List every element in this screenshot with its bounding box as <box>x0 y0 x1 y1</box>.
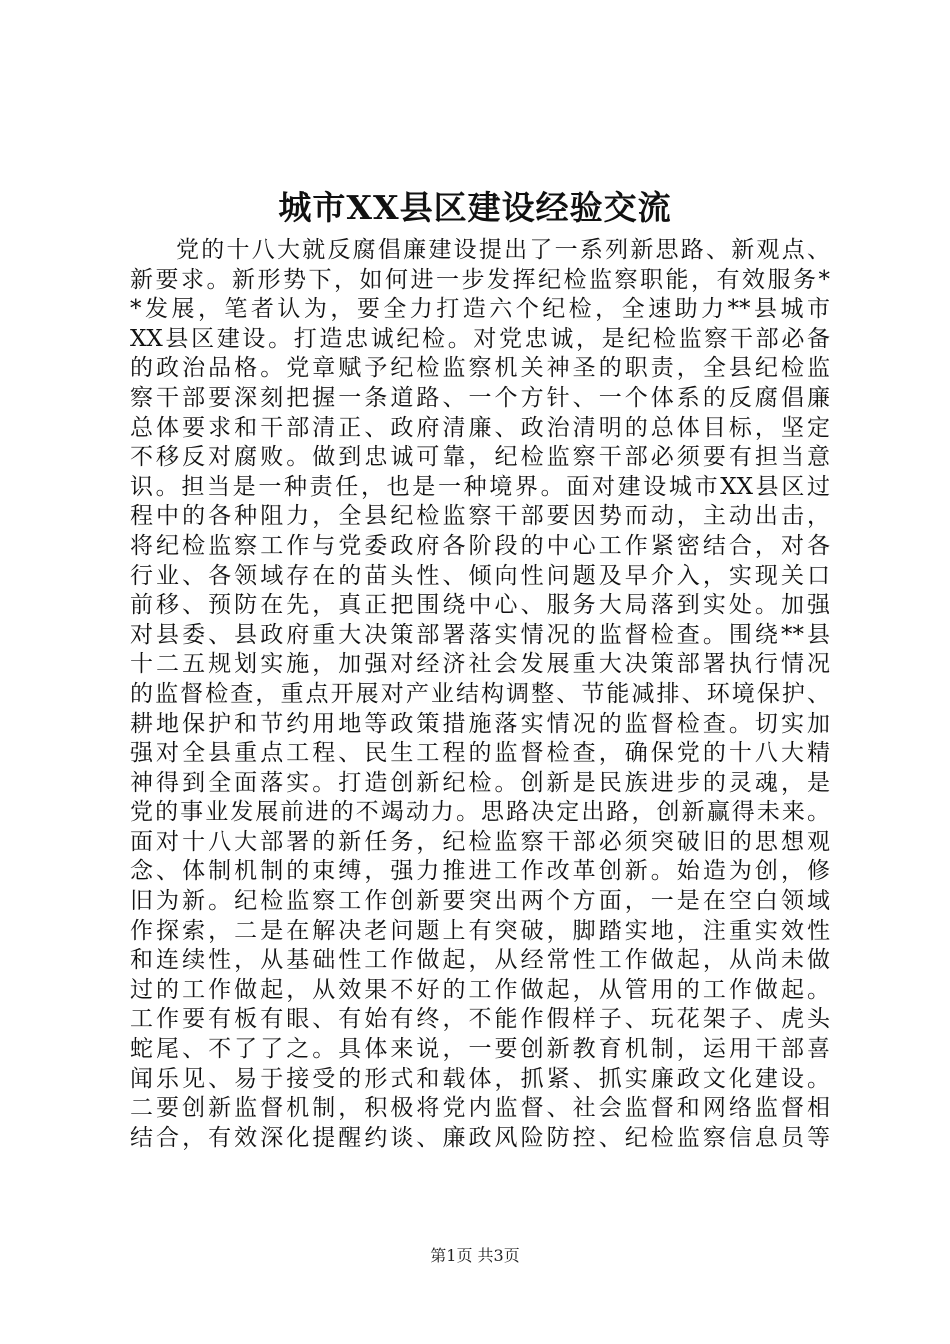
page-indicator: 第1页 共3页 <box>430 1246 520 1265</box>
body-line: 二要创新监督机制，积极将党内监督、社会监督和网络监督相 <box>130 1095 830 1122</box>
body-line: *发展，笔者认为，要全力打造六个纪检，全速助力**县城市 <box>130 296 830 323</box>
body-line: 总体要求和干部清正、政府清廉、政治清明的总体目标，坚定 <box>130 414 830 441</box>
body-line: 的监督检查，重点开展对产业结构调整、节能减排、环境保护、 <box>130 680 830 707</box>
body-line: 前移、预防在先，真正把围绕中心、服务大局落到实处。加强 <box>130 592 830 619</box>
body-line: 工作要有板有眼、有始有终，不能作假样子、玩花架子、虎头 <box>130 1006 830 1033</box>
document-body <box>130 236 830 1153</box>
body-line: 党的十八大就反腐倡廉建设提出了一系列新思路、新观点、 <box>176 237 830 263</box>
body-line: XX县区建设。打造忠诚纪检。对党忠诚，是纪检监察干部必备 <box>130 325 830 352</box>
body-line: 党的事业发展前进的不竭动力。思路决定出路，创新赢得未来。 <box>130 799 830 826</box>
body-line: 结合，有效深化提醒约谈、廉政风险防控、纪检监察信息员等 <box>130 1124 830 1151</box>
body-line: 和连续性，从基础性工作做起，从经常性工作做起，从尚未做 <box>130 947 830 974</box>
body-line: 面对十八大部署的新任务，纪检监察干部必须突破旧的思想观 <box>130 828 830 855</box>
body-line: 察干部要深刻把握一条道路、一个方针、一个体系的反腐倡廉 <box>130 384 830 411</box>
body-line: 识。担当是一种责任，也是一种境界。面对建设城市XX县区过 <box>130 473 830 500</box>
body-line: 神得到全面落实。打造创新纪检。创新是民族进步的灵魂，是 <box>130 769 830 796</box>
body-line: 旧为新。纪检监察工作创新要突出两个方面，一是在空白领域 <box>130 888 830 915</box>
body-line: 十二五规划实施，加强对经济社会发展重大决策部署执行情况 <box>130 651 830 678</box>
body-line: 强对全县重点工程、民生工程的监督检查，确保党的十八大精 <box>130 740 830 767</box>
body-line: 耕地保护和节约用地等政策措施落实情况的监督检查。切实加 <box>130 710 830 737</box>
document-title: 城市XX县区建设经验交流 <box>278 188 672 227</box>
body-line: 对县委、县政府重大决策部署落实情况的监督检查。围绕**县 <box>130 621 830 648</box>
body-line: 闻乐见、易于接受的形式和载体，抓紧、抓实廉政文化建设。 <box>130 1065 830 1092</box>
body-line: 念、体制机制的束缚，强力推进工作改革创新。始造为创，修 <box>130 858 830 885</box>
body-line: 新要求。新形势下，如何进一步发挥纪检监察职能，有效服务* <box>130 266 830 293</box>
body-line: 蛇尾、不了了之。具体来说，一要创新教育机制，运用干部喜 <box>130 1036 830 1063</box>
body-line: 作探索，二是在解决老问题上有突破，脚踏实地，注重实效性 <box>130 917 830 944</box>
body-line: 行业、各领域存在的苗头性、倾向性问题及早介入，实现关口 <box>130 562 830 589</box>
body-line: 的政治品格。党章赋予纪检监察机关神圣的职责，全县纪检监 <box>130 355 830 382</box>
body-line: 不移反对腐败。做到忠诚可靠，纪检监察干部必须要有担当意 <box>130 444 830 471</box>
body-line: 将纪检监察工作与党委政府各阶段的中心工作紧密结合，对各 <box>130 532 830 559</box>
body-line: 过的工作做起，从效果不好的工作做起，从管用的工作做起。 <box>130 976 830 1003</box>
body-line: 程中的各种阻力，全县纪检监察干部要因势而动，主动出击， <box>130 503 830 530</box>
